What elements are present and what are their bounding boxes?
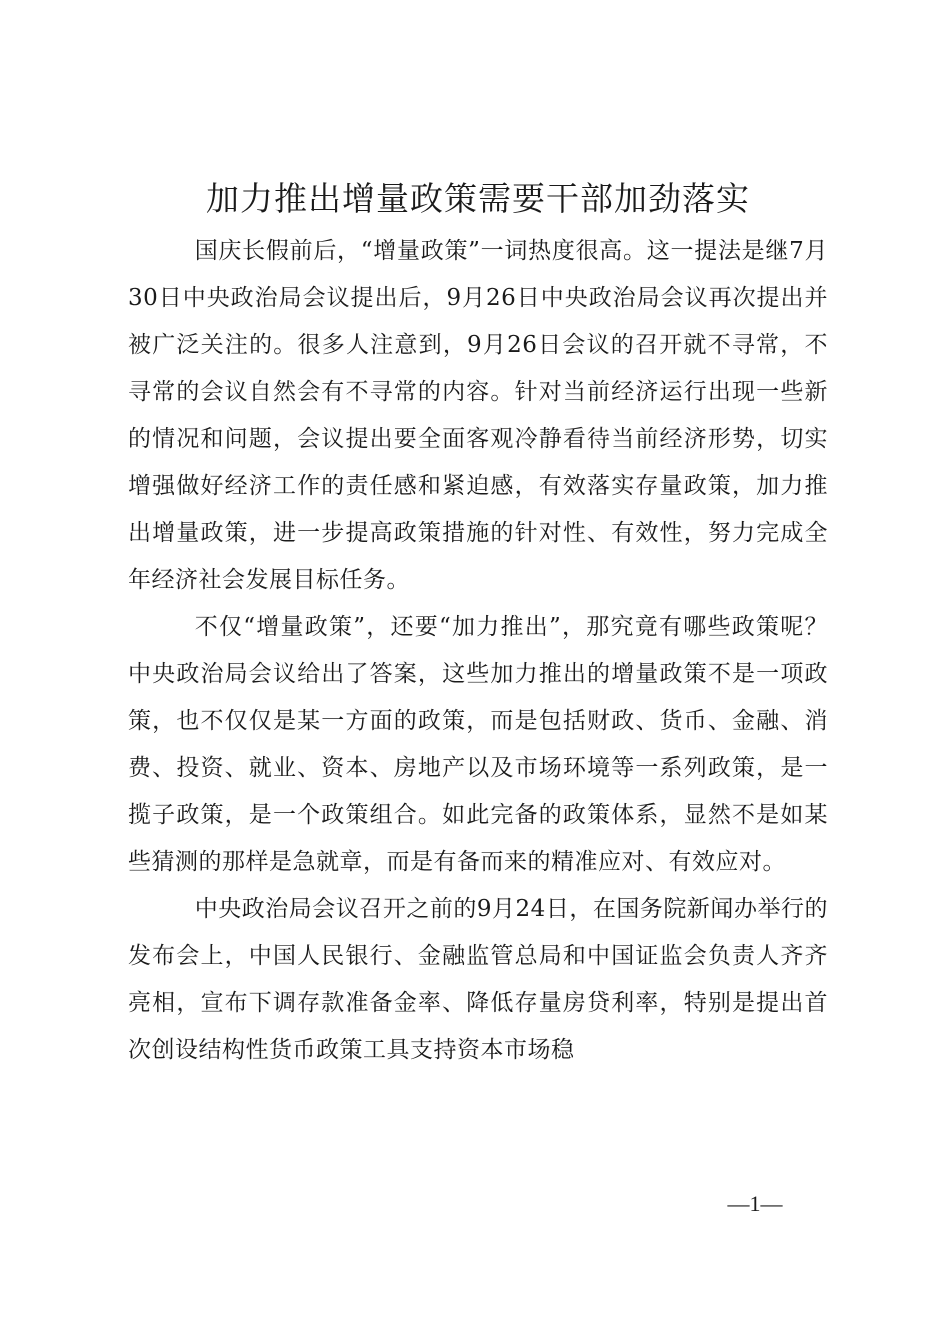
document-title: 加力推出增量政策需要干部加劲落实 — [206, 179, 750, 218]
document-body — [128, 228, 828, 1074]
paragraph-3: 中央政治局会议召开之前的9月24日，在国务院新闻办举行的发布会上，中国人民银行、金融监管总局和中国证监会负责人齐齐亮相，宣布下调存款准备金率、降低存量房贷利率，特别是提出首次创设结构性货币政策工具支持资本市场稳 — [128, 896, 828, 1063]
paragraph-1: 国庆长假前后，“增量政策”一词热度很高。这一提法是继7月30日中央政治局会议提出后，9月26日中央政治局会议再次提出并被广泛关注的。很多人注意到，9月26日会议的召开就不寻常，不寻常的会议自然会有不寻常的内容。针对当前经济运行出现一些新的情况和问题，会议提出要全面客观冷静看待当前经济形势，切实增强做好经济工作的责任感和紧迫感，有效落实存量政策，加力推出增量政策，进一步提高政策措施的针对性、有效性，努力完成全年经济社会发展目标任务。 — [128, 238, 828, 593]
page-number: —1— — [727, 1191, 783, 1216]
paragraph-2: 不仅“增量政策”，还要“加力推出”，那究竟有哪些政策呢？中央政治局会议给出了答案，这些加力推出的增量政策不是一项政策，也不仅仅是某一方面的政策，而是包括财政、货币、金融、消费、投资、就业、资本、房地产以及市场环境等一系列政策，是一揽子政策，是一个政策组合。如此完备的政策体系，显然不是如某些猜测的那样是急就章，而是有备而来的精准应对、有效应对。 — [128, 614, 828, 875]
